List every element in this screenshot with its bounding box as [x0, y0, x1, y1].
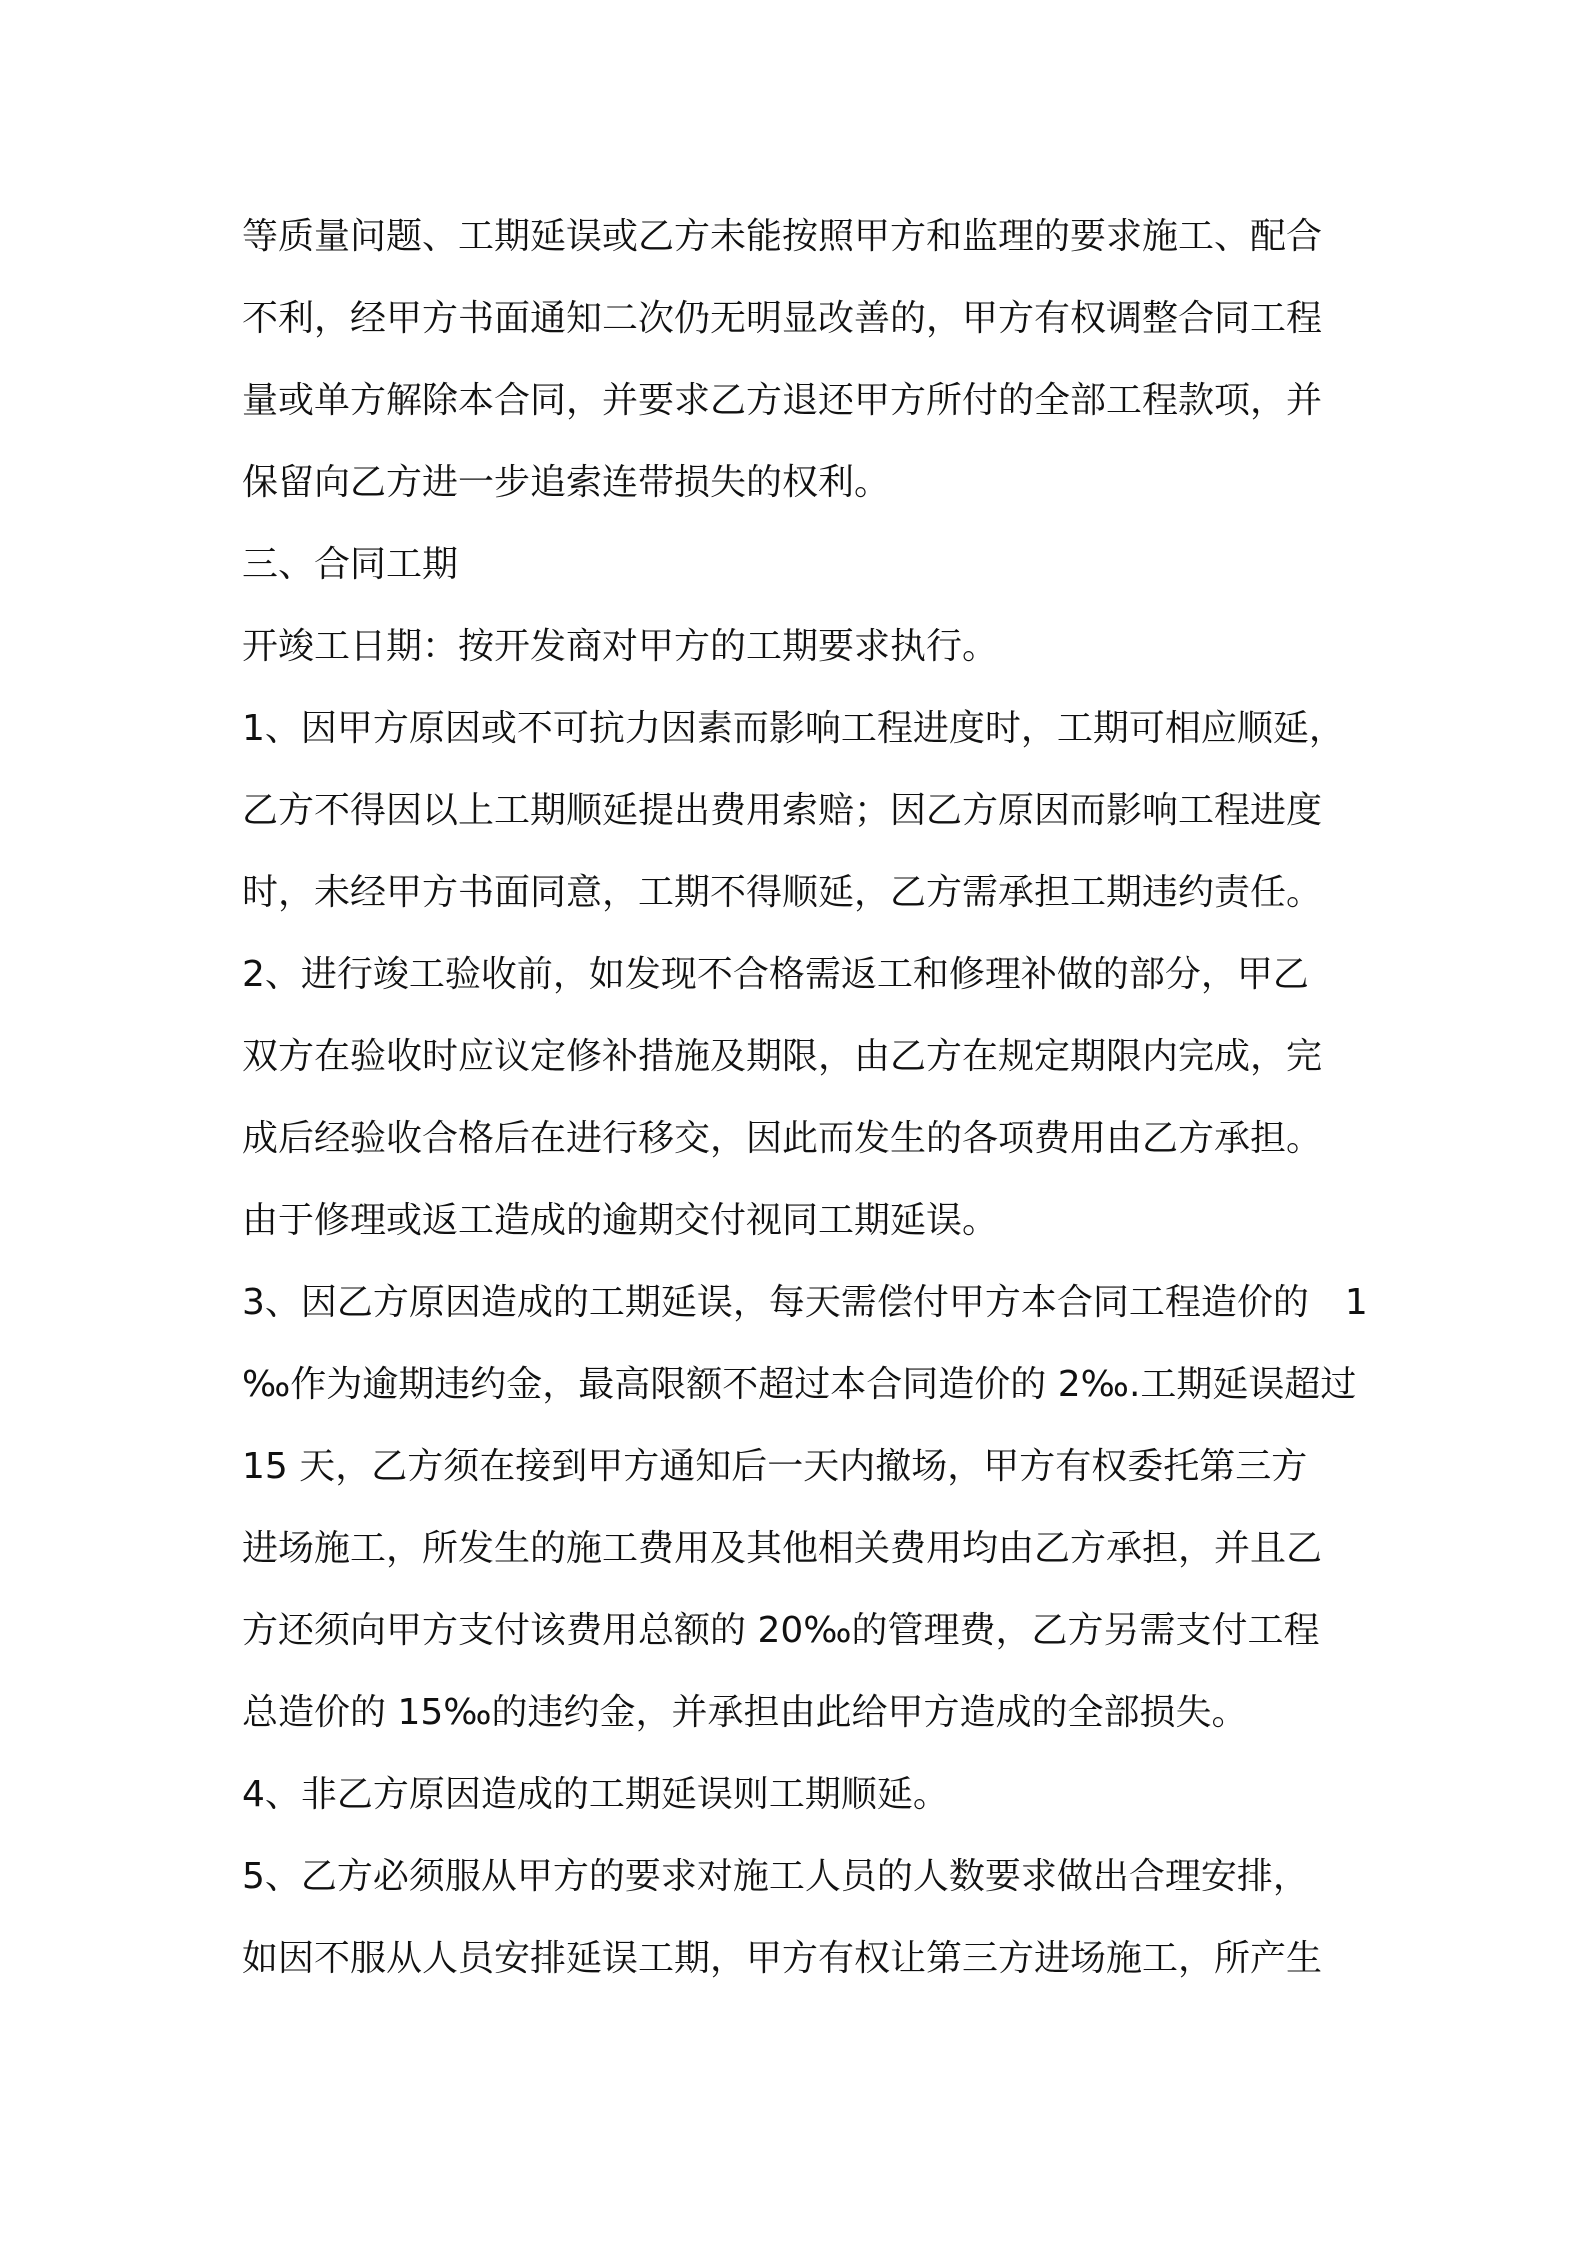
text-line: 不利，经甲方书面通知二次仍无明显改善的，甲方有权调整合同工程 [242, 298, 1323, 339]
document-body [242, 196, 1372, 2000]
text-line: 如因不服从人员安排延误工期，甲方有权让第三方进场施工，所产生 [242, 1938, 1323, 1979]
text-line: 2、进行竣工验收前，如发现不合格需返工和修理补做的部分，甲乙 [242, 954, 1309, 995]
text-line: 15 天，乙方须在接到甲方通知后一天内撤场，甲方有权委托第三方 [242, 1446, 1308, 1487]
text-line: 成后经验收合格后在进行移交，因此而发生的各项费用由乙方承担。 [242, 1118, 1323, 1159]
text-line: 5、乙方必须服从甲方的要求对施工人员的人数要求做出合理安排， [242, 1856, 1309, 1897]
text-line: 量或单方解除本合同，并要求乙方退还甲方所付的全部工程款项，并 [242, 380, 1323, 421]
text-line: 等质量问题、工期延误或乙方未能按照甲方和监理的要求施工、配合 [242, 216, 1323, 257]
section-heading: 三、合同工期 [242, 544, 459, 585]
text-line: 方还须向甲方支付该费用总额的 20‰的管理费，乙方另需支付工程 [242, 1610, 1320, 1651]
text-line: 保留向乙方进一步追索连带损失的权利。 [242, 462, 891, 503]
text-line: 开竣工日期：按开发商对甲方的工期要求执行。 [242, 626, 999, 667]
text-line: ‰作为逾期违约金，最高限额不超过本合同造价的 2‰.工期延误超过 [242, 1364, 1357, 1405]
text-line: 双方在验收时应议定修补措施及期限，由乙方在规定期限内完成，完 [242, 1036, 1323, 1077]
text-line: 乙方不得因以上工期顺延提出费用索赔；因乙方原因而影响工程进度 [242, 790, 1323, 831]
text-line: 4、非乙方原因造成的工期延误则工期顺延。 [242, 1774, 949, 1815]
text-line: 3、因乙方原因造成的工期延误，每天需偿付甲方本合同工程造价的 1 [242, 1282, 1368, 1323]
text-line: 1、因甲方原因或不可抗力因素而影响工程进度时，工期可相应顺延， [242, 708, 1345, 749]
text-line: 由于修理或返工造成的逾期交付视同工期延误。 [242, 1200, 999, 1241]
text-line: 进场施工，所发生的施工费用及其他相关费用均由乙方承担，并且乙 [242, 1528, 1323, 1569]
text-line: 总造价的 15‰的违约金，并承担由此给甲方造成的全部损失。 [242, 1692, 1248, 1733]
text-line: 时，未经甲方书面同意，工期不得顺延，乙方需承担工期违约责任。 [242, 872, 1323, 913]
